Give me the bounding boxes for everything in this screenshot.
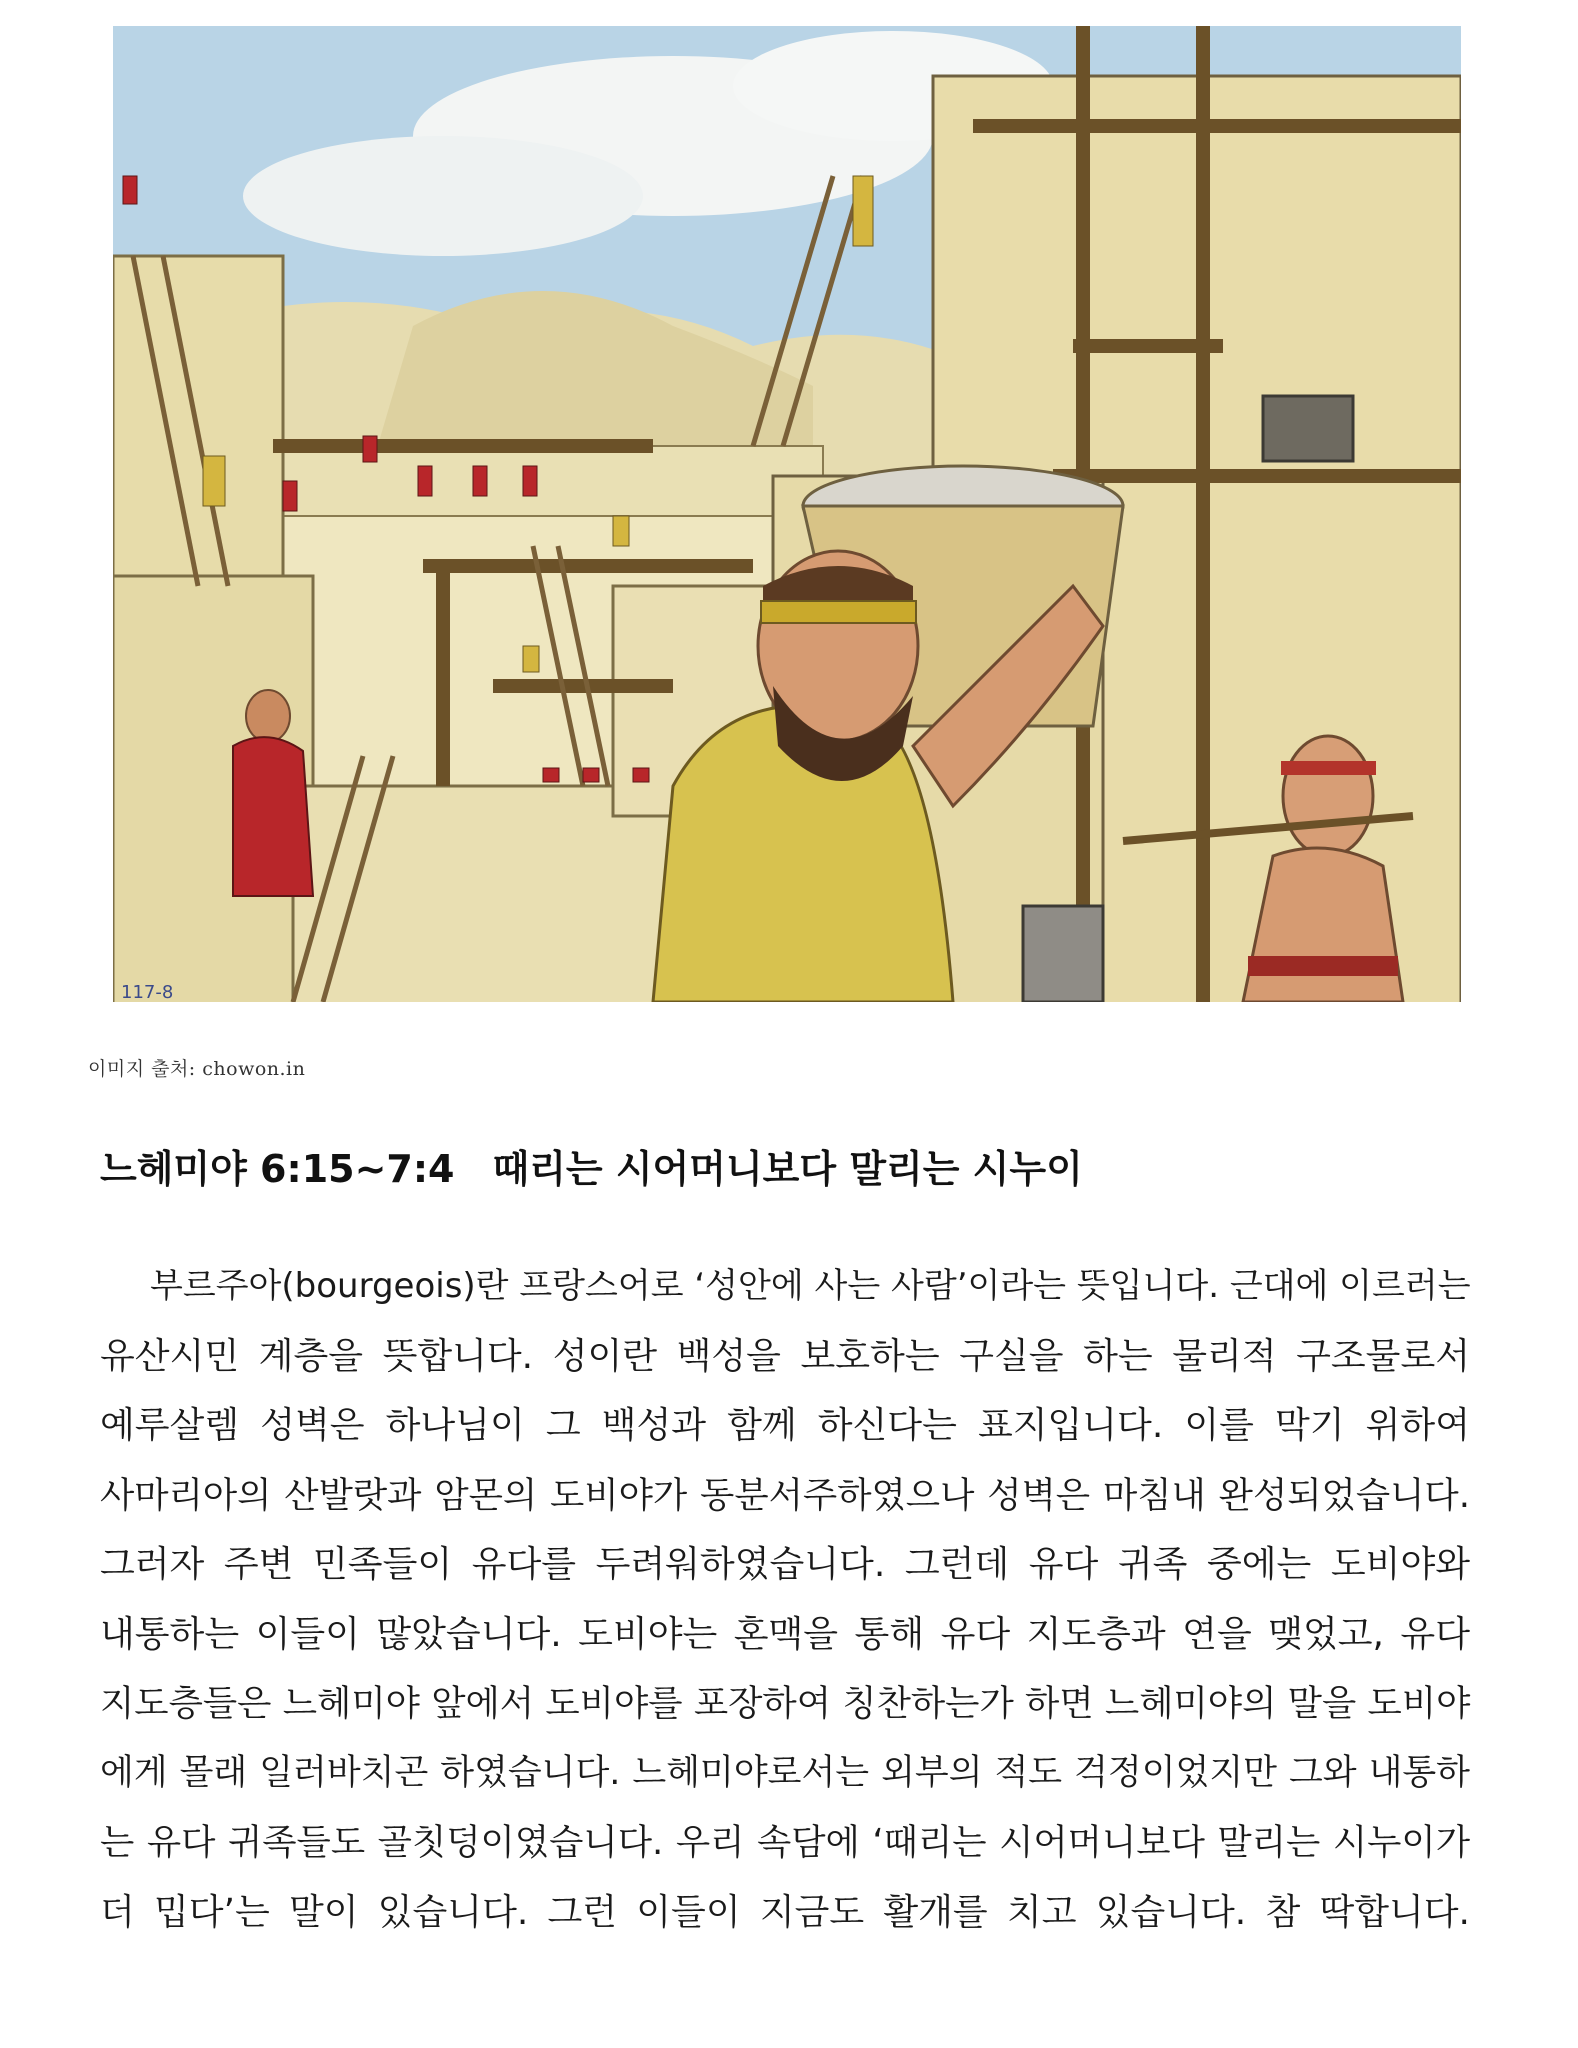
image-caption: 이미지 출처: chowon.in bbox=[88, 1058, 306, 1080]
body-line: 예루살렘 성벽은 하나님이 그 백성과 함께 하신다는 표지입니다. 이를 막기 위하여 bbox=[100, 1405, 1470, 1446]
scripture-reference: 느헤미야 6:15~7:4 bbox=[100, 1147, 455, 1191]
section-title: 때리는 시어머니보다 말리는 시누이 bbox=[492, 1147, 1083, 1191]
body-paragraph bbox=[100, 1252, 1470, 1947]
body-line: 그러자 주변 민족들이 유다를 두려워하였습니다. 그런데 유다 귀족 중에는 도비야와 bbox=[100, 1544, 1470, 1585]
nehemiah-wall-building-illustration-icon bbox=[113, 26, 1461, 1002]
body-line: 내통하는 이들이 많았습니다. 도비야는 혼맥을 통해 유다 지도층과 연을 맺었고, 유다 bbox=[100, 1613, 1470, 1655]
body-line: 유산시민 계층을 뜻합니다. 성이란 백성을 보호하는 구실을 하는 물리적 구조물로서 bbox=[100, 1335, 1470, 1377]
body-line: 는 유다 귀족들도 골칫덩이였습니다. 우리 속담에 ‘때리는 시어머니보다 말리는 시누이가 bbox=[100, 1822, 1470, 1863]
illustration-image bbox=[113, 26, 1461, 1002]
body-line: 지도층들은 느헤미야 앞에서 도비야를 포장하여 칭찬하는가 하면 느헤미야의 말을 도비야 bbox=[100, 1683, 1471, 1724]
body-line: 에게 몰래 일러바치곤 하였습니다. 느헤미야로서는 외부의 적도 걱정이었지만 그와 내통하 bbox=[100, 1752, 1470, 1793]
body-line: 사마리아의 산발랏과 암몬의 도비야가 동분서주하였으나 성벽은 마침내 완성되었습니다. bbox=[100, 1474, 1470, 1516]
section-heading bbox=[100, 1138, 1083, 1193]
corner-mark: 117-8 bbox=[121, 982, 174, 1002]
body-line: 부르주아(bourgeois)란 프랑스어로 ‘성안에 사는 사람’이라는 뜻입니다. 근대에 이르러는 bbox=[150, 1266, 1471, 1306]
body-line: 더 밉다’는 말이 있습니다. 그런 이들이 지금도 활개를 치고 있습니다. 참 딱합니다. bbox=[100, 1891, 1470, 1933]
